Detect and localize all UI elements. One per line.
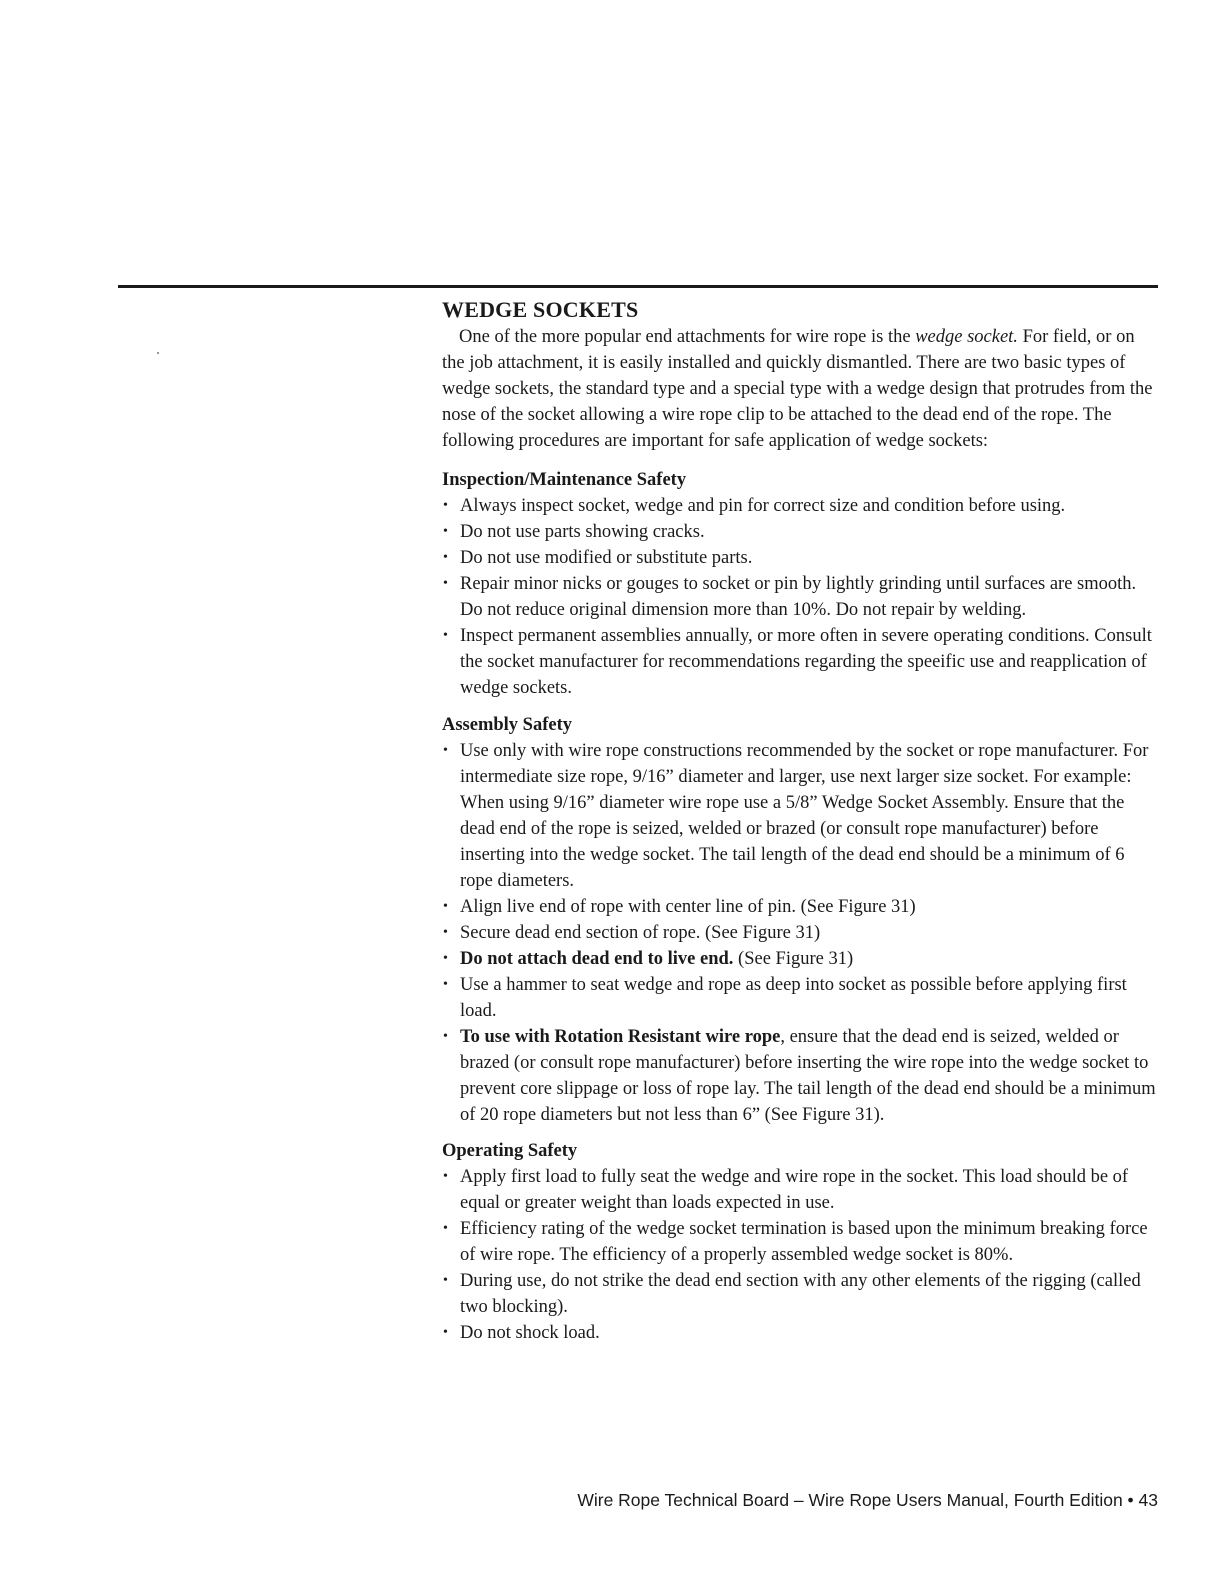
scan-speck xyxy=(157,352,159,354)
bold-warning: To use with Rotation Resistant wire rope xyxy=(460,1027,781,1047)
header-rule xyxy=(118,285,1158,288)
list-item: • Do not shock load. xyxy=(442,1320,1158,1346)
intro-term: wedge socket. xyxy=(915,327,1018,347)
assembly-heading: Assembly Safety xyxy=(442,715,573,735)
section-title: WEDGE SOCKETS xyxy=(442,297,639,322)
intro-text-start: One of the more popular end attachments for wire rope is the xyxy=(459,327,916,347)
list-item-text: , ensure that the dead end is seized, welded or brazed (or consult rope manufacturer) before inserting the wire rope into the wedge socket to prevent core slippage or loss of rope lay. The tail length of the dead end should be a minimum of 20 rope diameters but not less than 6” (See Figure 31). xyxy=(460,1027,1156,1125)
list-item xyxy=(442,1024,1158,1128)
list-item: • Secure dead end section of rope. (See Figure 31) xyxy=(442,920,1158,946)
list-item: • Do not use parts showing cracks. xyxy=(442,519,1158,545)
list-item: • Use a hammer to seat wedge and rope as deep into socket as possible before applying first load. xyxy=(442,972,1158,1024)
list-item: • Always inspect socket, wedge and pin for correct size and condition before using. xyxy=(442,493,1158,519)
operating-heading: Operating Safety xyxy=(442,1141,578,1161)
intro-paragraph xyxy=(442,324,1158,454)
bold-warning: Do not attach dead end to live end. xyxy=(460,949,734,969)
list-item: • Repair minor nicks or gouges to socket or pin by lightly grinding until surfaces are smooth. Do not reduce original dimension more than 10%. Do not repair by welding. xyxy=(442,571,1158,623)
intro-text-rest: For field, or on the job attachment, it is easily installed and quickly dismantled. There are two basic types of wedge sockets, the standard type and a special type with a wedge design that protrudes from the nose of the socket allowing a wire rope clip to be attached to the dead end of the rope. The following procedures are important for safe application of wedge sockets: xyxy=(442,327,1153,451)
list-item: • Do not use modified or substitute parts. xyxy=(442,545,1158,571)
assembly-list xyxy=(442,738,1158,1128)
list-item: • Align live end of rope with center line of pin. (See Figure 31) xyxy=(442,894,1158,920)
list-item: • Efficiency rating of the wedge socket termination is based upon the minimum breaking force of wire rope. The efficiency of a properly assembled wedge socket is 80%. xyxy=(442,1216,1158,1268)
inspection-list xyxy=(442,493,1158,701)
list-item: • During use, do not strike the dead end section with any other elements of the rigging (called two blocking). xyxy=(442,1268,1158,1320)
list-item: • Use only with wire rope constructions recommended by the socket or rope manufacturer. For intermediate size rope, 9/16” diameter and larger, use next larger size socket. For example: When using 9/16” diameter wire rope use a 5/8” Wedge Socket Assembly. Ensure that the dead end of the rope is seized, welded or brazed (or consult rope manufacturer) before inserting into the wedge socket. The tail length of the dead end should be a minimum of 6 rope diameters. xyxy=(442,738,1158,894)
operating-list xyxy=(442,1164,1158,1346)
page-footer: Wire Rope Technical Board – Wire Rope Users Manual, Fourth Edition • 43 xyxy=(577,1490,1158,1510)
list-item: • Apply first load to fully seat the wedge and wire rope in the socket. This load should be of equal or greater weight than loads expected in use. xyxy=(442,1164,1158,1216)
list-item-text: (See Figure 31) xyxy=(733,949,854,969)
list-item: • Inspect permanent assemblies annually, or more often in severe operating conditions. Consult the socket manufacturer for recommendations regarding the speeific use and reapplication of wedge sockets. xyxy=(442,623,1158,701)
inspection-heading: Inspection/Maintenance Safety xyxy=(442,470,687,490)
list-item xyxy=(442,946,1158,972)
main-content xyxy=(442,296,1158,1346)
